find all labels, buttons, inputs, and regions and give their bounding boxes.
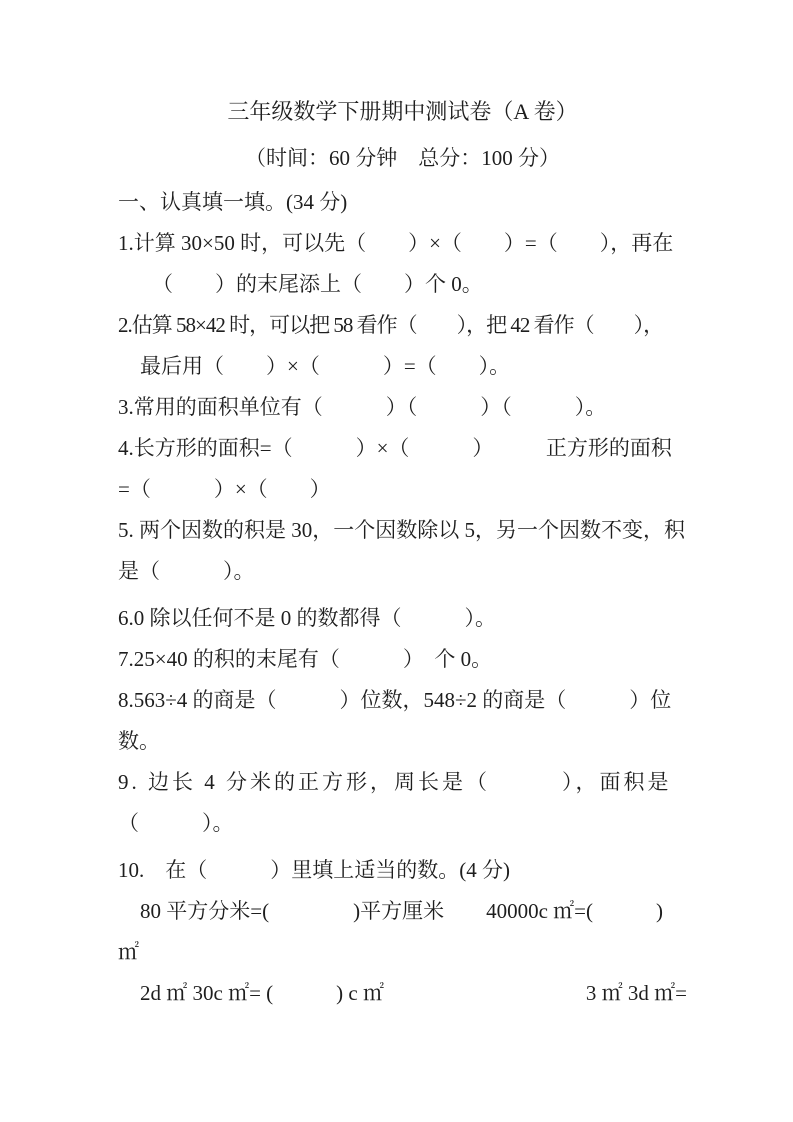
page-subtitle: （时间：60 分钟 总分：100 分） [245,146,560,170]
section-1 [118,180,687,1012]
question-1-line-1: 1.计算 30×50 时，可以先（ ）×（ ）=（ ），再在 [118,230,674,255]
question-8-line-2: 数。 [118,728,160,753]
question-10-sub-line-3-right: 3 ㎡ 3d ㎡= [585,980,687,1005]
question-10-sub-line-3 [118,971,687,1012]
question-3-line: 3.常用的面积单位有（ ）（ ）（ ）。 [118,394,607,419]
question-6-line: 6.0 除以任何不是 0 的数都得（ ）。 [118,605,496,630]
question-10-sub-line-2: ㎡ [118,939,139,964]
question-10-line: 10. 在（ ）里填上适当的数。(4 分) [118,857,510,882]
question-2-line-2: 最后用（ ）×（ ）=（ ）。 [140,353,511,378]
question-4-line-1: 4.长方形的面积=（ ）×（ ） 正方形的面积 [118,435,672,460]
question-1-line-2: （ ）的末尾添上（ ）个 0。 [152,271,483,296]
section-1-heading: 一、认真填一填。(34 分) [118,189,348,214]
page-title: 三年级数学下册期中测试卷（A 卷） [227,99,578,124]
question-7-line: 7.25×40 的积的末尾有（ ） 个 0。 [118,646,493,671]
question-5-line-1: 5. 两个因数的积是 30，一个因数除以 5，另一个因数不变，积 [118,517,685,542]
question-4-line-2: =（ ）×（ ） [118,476,331,501]
question-2-line-1: 2.估算 58×42 时，可以把 58 看作（ ），把 42 看作（ ）， [118,312,664,337]
question-9-line-1: 9. 边长 4 分米的正方形，周长是（ ），面积是 [118,769,672,794]
question-9-line-2: （ ）。 [118,810,234,835]
question-10-sub-line-3-left: 2d ㎡ 30c ㎡= ( ) c ㎡ [140,980,384,1005]
question-5-line-2: 是（ ）。 [118,558,255,583]
question-8-line-1: 8.563÷4 的商是（ ）位数，548÷2 的商是（ ）位 [118,687,672,712]
question-10-sub-line-1: 80 平方分米=( )平方厘米 40000c ㎡=( ) [140,898,663,923]
